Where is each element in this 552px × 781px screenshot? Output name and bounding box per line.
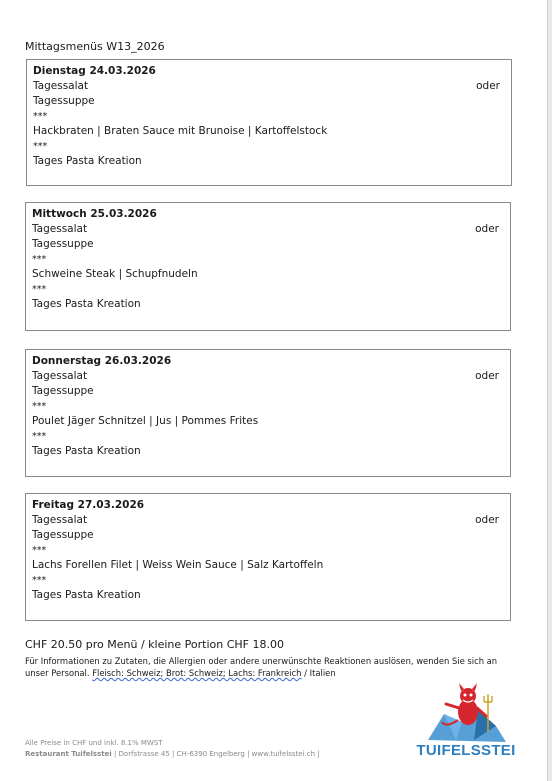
oder-label: oder <box>475 223 499 235</box>
footer-restaurant-name: Restaurant Tuifelsstei <box>25 750 112 758</box>
origin-declaration: Fleisch: Schweiz; Brot: Schweiz; Lachs: Frankreich <box>92 668 302 678</box>
allergen-text: Für Informationen zu Zutaten, die Allergien oder andere unerwünschte Reaktionen auslösen, wenden Sie sich an unser Personal. <box>25 656 498 678</box>
page-edge <box>547 0 552 781</box>
separator-stars: *** <box>32 575 47 586</box>
allergen-info <box>25 655 515 679</box>
document-title: Mittagsmenüs W13_2026 <box>25 40 165 53</box>
menu-line: Tages Pasta Kreation <box>32 298 141 310</box>
footer-vat-note: Alle Preise in CHF und inkl. 8.1% MWST <box>25 739 163 747</box>
menu-line: Tagessuppe <box>33 95 95 107</box>
menu-line: Tages Pasta Kreation <box>32 445 141 457</box>
oder-label: oder <box>475 370 499 382</box>
menu-line: Tagessuppe <box>32 529 94 541</box>
menu-line: Tagessalat oder <box>33 80 500 92</box>
oder-label: oder <box>475 514 499 526</box>
menu-line: Tagessalat oder <box>32 514 499 526</box>
separator-stars: *** <box>32 254 47 265</box>
footer-address <box>25 749 320 760</box>
separator-stars: *** <box>32 545 47 556</box>
oder-label: oder <box>476 80 500 92</box>
day-menu-donnerstag <box>25 349 511 477</box>
separator-stars: *** <box>33 111 48 122</box>
day-menu-dienstag <box>26 59 512 186</box>
menu-line: Tages Pasta Kreation <box>33 155 142 167</box>
menu-line: Tagessuppe <box>32 238 94 250</box>
main-dish: Lachs Forellen Filet | Weiss Wein Sauce | Salz Kartoffeln <box>32 559 324 571</box>
footer-address-text: | Dorfstrasse 45 | CH-6390 Engelberg | www.tuifelsstei.ch | <box>111 750 320 758</box>
day-menu-mittwoch <box>25 202 511 331</box>
day-title: Freitag 27.03.2026 <box>32 499 145 511</box>
day-title: Dienstag 24.03.2026 <box>33 65 156 77</box>
price-info: CHF 20.50 pro Menü / kleine Portion CHF 18.00 <box>25 638 284 651</box>
separator-stars: *** <box>32 401 47 412</box>
main-dish: Hackbraten | Braten Sauce mit Brunoise | Kartoffelstock <box>33 125 328 137</box>
origin-tail: / Italien <box>301 668 336 678</box>
menu-line: Tagessalat oder <box>32 370 499 382</box>
logo-text: TUIFELSSTEI <box>416 742 516 759</box>
menu-line: Tagessalat oder <box>32 223 499 235</box>
day-menu-freitag <box>25 493 511 621</box>
menu-line: Tagessuppe <box>32 385 94 397</box>
footer <box>25 738 320 760</box>
day-title: Mittwoch 25.03.2026 <box>32 208 157 220</box>
separator-stars: *** <box>32 284 47 295</box>
separator-stars: *** <box>33 141 48 152</box>
main-dish: Schweine Steak | Schupfnudeln <box>32 268 198 280</box>
separator-stars: *** <box>32 431 47 442</box>
day-title: Donnerstag 26.03.2026 <box>32 355 172 367</box>
menu-line: Tages Pasta Kreation <box>32 589 141 601</box>
main-dish: Poulet Jäger Schnitzel | Jus | Pommes Frites <box>32 415 259 427</box>
